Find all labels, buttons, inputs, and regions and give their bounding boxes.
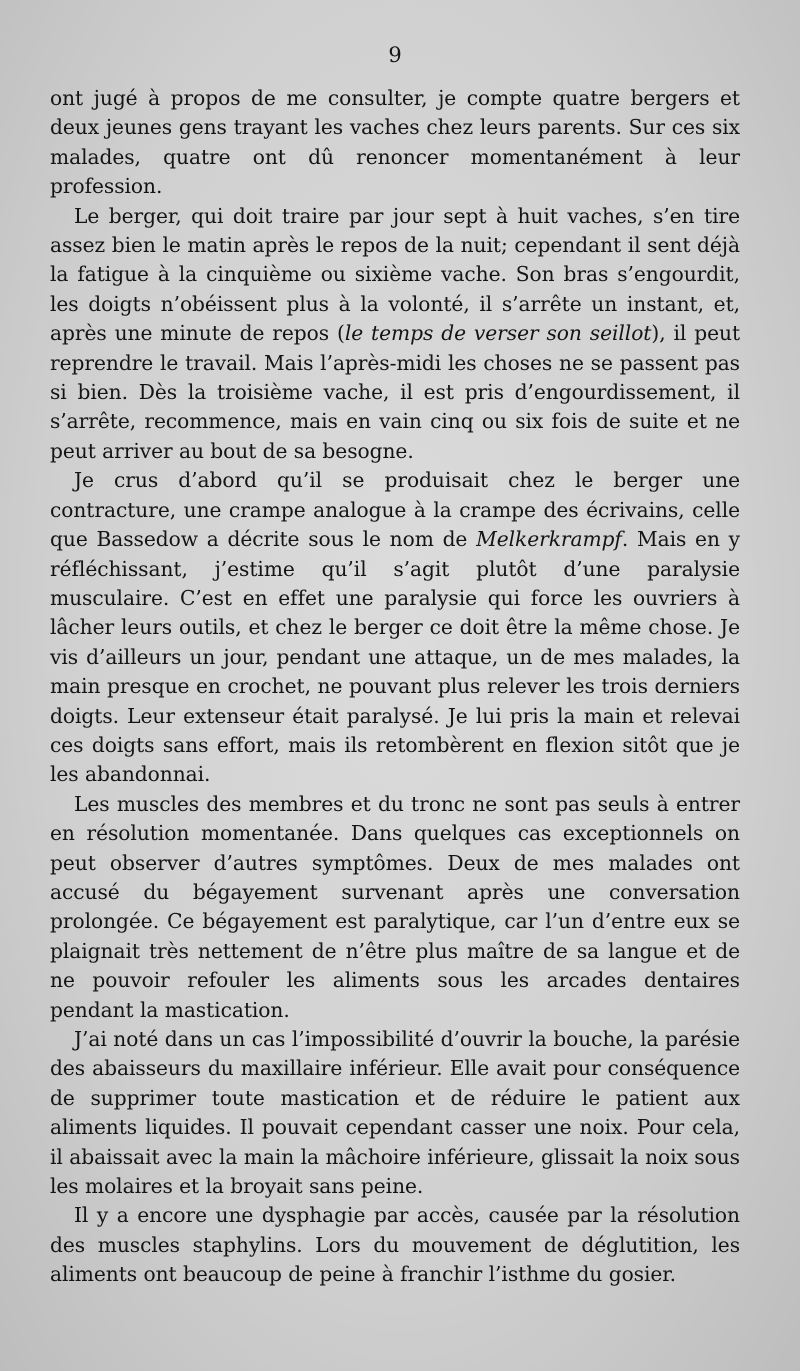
paragraph [50, 1201, 740, 1289]
paragraph [50, 790, 740, 1025]
body-text [50, 84, 740, 1290]
text-run: Il y a encore une dysphagie par accès, causée par la résolution des muscles staphylins. Lors du mouvement de déglutition, les aliments ont beaucoup de peine à franchir l’isthme du gosier. [50, 1203, 740, 1287]
italic-text: le temps de verser son seillot [344, 321, 652, 346]
paragraph [50, 466, 740, 789]
text-run: J’ai noté dans un cas l’impossibilité d’ouvrir la bouche, la parésie des abaisseurs du maxillaire inférieur. Elle avait pour conséquence de supprimer toute mastication et de réduire le patient aux aliments liquides. Il pouvait cependant casser une noix. Pour cela, il abaissait avec la main la mâchoire inférieure, glissait la noix sous les molaires et la broyait sans peine. [50, 1027, 740, 1199]
text-run: Les muscles des membres et du tronc ne sont pas seuls à entrer en résolution momentanée. Dans quelques cas exceptionnels on peut observer d’autres symptômes. Deux de mes malades ont accusé du bégayement survenant après une conversation prolongée. Ce bégayement est paralytique, car l’un d’entre eux se plaignait très nettement de n’être plus maître de sa langue et de ne pouvoir refouler les aliments sous les arcades dentaires pendant la mastication. [50, 791, 740, 1022]
paragraph [50, 84, 740, 202]
text-run: Je crus d’abord qu’il se produisait chez le berger une contracture, une crampe analogue à la crampe des écrivains, celle que Bassedow a décrite sous le nom de [50, 468, 740, 552]
text-run: ont jugé à propos de me consulter, je compte quatre bergers et deux jeunes gens trayant les vaches chez leurs parents. Sur ces six malades, quatre ont dû renoncer momentanément à leur profession. [50, 86, 740, 199]
text-run: Le berger, qui doit traire par jour sept à huit vaches, s’en tire assez bien le matin après le repos de la nuit; cependant il sent déjà la fatigue à la cinquième ou sixième vache. Son bras s’engourdit, les doigts n’obéissent plus à la volonté, il s’arrête un instant, et, après une minute de repos ( [50, 203, 740, 346]
text-run: . Mais en y réfléchissant, j’estime qu’il s’agit plutôt d’une paralysie musculaire. C’est en effet une paralysie qui force les ouvriers à lâcher leurs outils, et chez le berger ce doit être la même chose. Je vis d’ailleurs un jour, pendant une attaque, un de mes malades, la main presque en crochet, ne pouvant plus relever les trois derniers doigts. Leur extenseur était paralysé. Je lui pris la main et relevai ces doigts sans effort, mais ils retombèrent en flexion sitôt que je les abandonnai. [50, 527, 740, 787]
text-run: ), il peut reprendre le travail. Mais l’après-midi les choses ne se passent pas si bien. Dès la troisième vache, il est pris d’engourdissement, il s’arrête, recommence, mais en vain cinq ou six fois de suite et ne peut arriver au bout de sa besogne. [50, 321, 741, 463]
document-page [50, 40, 740, 1290]
page-number: 9 [388, 43, 402, 67]
paragraph [50, 202, 740, 467]
italic-text: Melkerkrampf [476, 527, 622, 552]
paragraph [50, 1025, 740, 1201]
